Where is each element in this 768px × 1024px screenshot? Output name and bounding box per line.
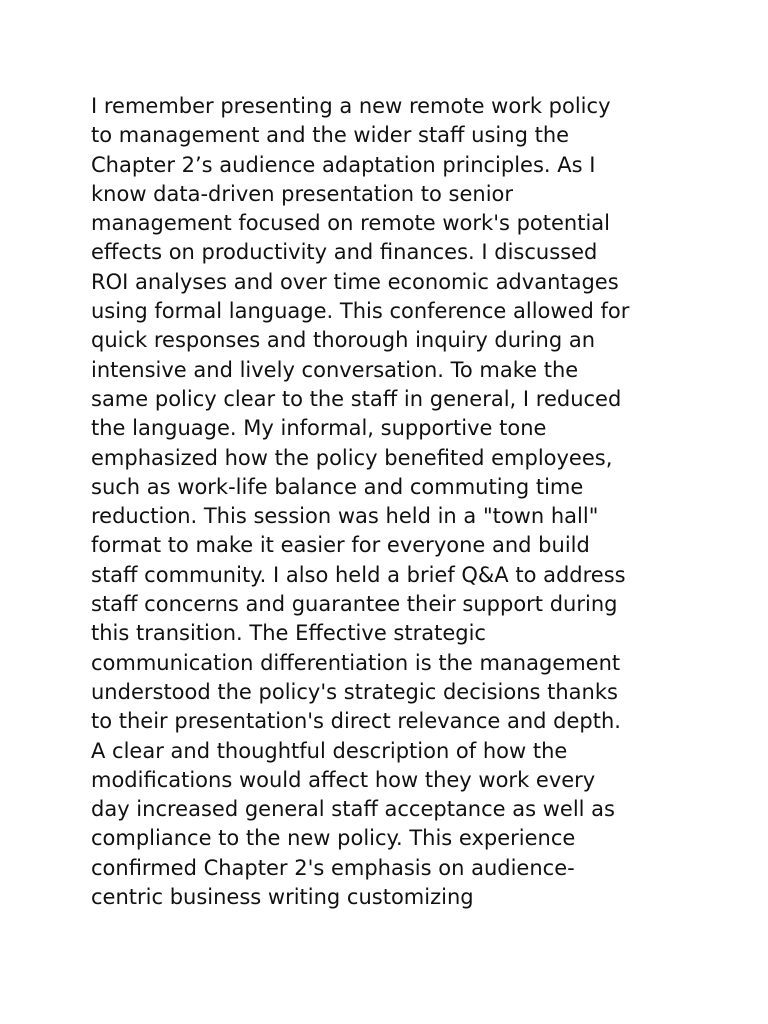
paragraph-line: management focused on remote work's potential: [91, 211, 610, 236]
paragraph-line: centric business writing customizing: [91, 885, 474, 910]
body-paragraph: [91, 92, 731, 912]
paragraph-line: confirmed Chapter 2's emphasis on audience-: [91, 855, 575, 880]
paragraph-line: understood the policy's strategic decisions thanks: [91, 679, 618, 704]
paragraph-line: this transition. The Effective strategic: [91, 621, 486, 646]
paragraph-line: the language. My informal, supportive tone: [91, 416, 547, 441]
paragraph-line: I remember presenting a new remote work policy: [91, 94, 611, 118]
paragraph-line: format to make it easier for everyone and build: [91, 533, 590, 558]
paragraph-line: quick responses and thorough inquiry during an: [91, 328, 596, 353]
paragraph-line: using formal language. This conference allowed for: [91, 299, 630, 324]
paragraph-line: staff community. I also held a brief Q&A to address: [91, 562, 626, 587]
paragraph-line: communication differentiation is the management: [91, 650, 621, 675]
paragraph-line: to their presentation's direct relevance and depth.: [91, 709, 621, 734]
paragraph-line: to management and the wider staff using the: [91, 123, 570, 148]
paragraph-line: ROI analyses and over time economic advantages: [91, 269, 619, 294]
paragraph-line: intensive and lively conversation. To make the: [91, 357, 579, 382]
paragraph-line: same policy clear to the staff in general, I reduced: [91, 386, 622, 411]
paragraph-line: such as work-life balance and commuting time: [91, 474, 584, 499]
paragraph-line: reduction. This session was held in a "town hall": [91, 504, 599, 529]
paragraph-line: effects on productivity and finances. I discussed: [91, 240, 598, 265]
paragraph-line: A clear and thoughtful description of how the: [91, 738, 568, 763]
paragraph-line: emphasized how the policy benefited employees,: [91, 445, 613, 470]
paragraph-line: staff concerns and guarantee their support during: [91, 592, 618, 617]
paragraph-line: Chapter 2’s audience adaptation principles. As I: [91, 152, 596, 177]
paragraph-line: compliance to the new policy. This experience: [91, 826, 576, 851]
paragraph-line: modifications would affect how they work every: [91, 767, 596, 792]
paragraph-line: know data-driven presentation to senior: [91, 181, 514, 206]
paragraph-line: day increased general staff acceptance as well as: [91, 797, 615, 822]
